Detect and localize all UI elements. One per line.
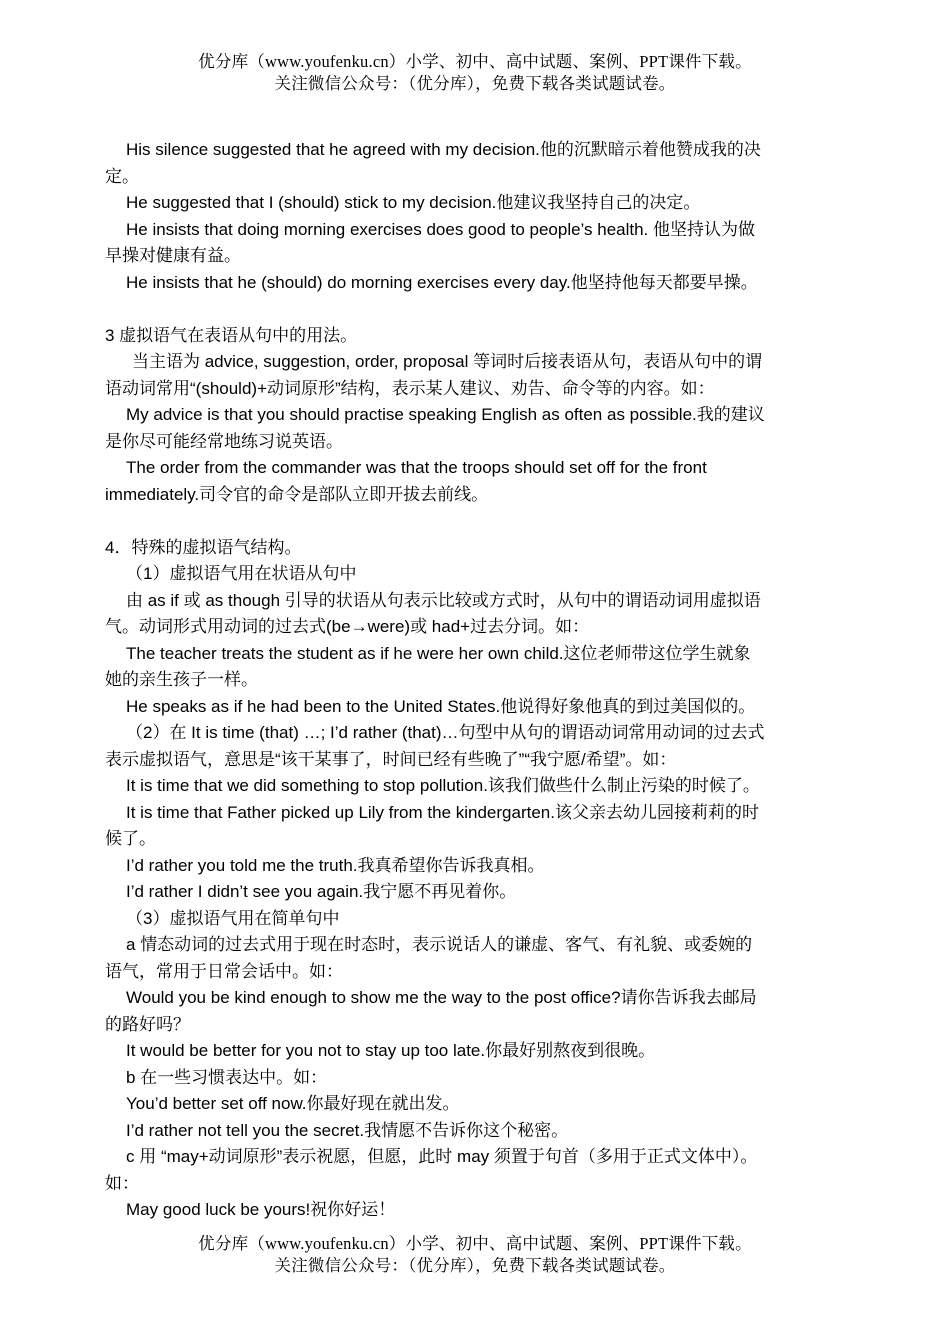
text-line: The order from the commander was that the troops should set off for the front xyxy=(126,458,707,477)
text-line: May good luck be yours!祝你好运！ xyxy=(126,1200,396,1219)
text-line: 气。动词形式用动词的过去式(be→were)或 had+过去分词。如： xyxy=(105,617,590,636)
page-header xyxy=(0,51,950,95)
text-line: 她的亲生孩子一样。 xyxy=(105,670,258,689)
text-line: immediately.司令官的命令是部队立即开拔去前线。 xyxy=(105,484,489,504)
subsection-heading: （1）虚拟语气用在状语从句中 xyxy=(126,564,357,583)
text-line: He speaks as if he had been to the United States.他说得好象他真的到过美国似的。 xyxy=(126,696,756,716)
text-line: c 用 “may+动词原形”表示祝愿，但愿，此时 may 须置于句首（多用于正式文体中）。 xyxy=(126,1147,758,1166)
footer-line-2: 关注微信公众号：（优分库），免费下载各类试题试卷。 xyxy=(274,1256,676,1275)
text-line: You’d better set off now.你最好现在就出发。 xyxy=(126,1094,460,1113)
subsection-heading: （2）在 It is time (that) …; I’d rather (that)…句型中从句的谓语动词常用动词的过去式 xyxy=(126,723,765,742)
text-line: The teacher treats the student as if he were her own child.这位老师带这位学生就象 xyxy=(126,643,751,663)
text-line: 语气，常用于日常会话中。如： xyxy=(105,961,343,981)
text-line: 由 as if 或 as though 引导的状语从句表示比较或方式时，从句中的谓语动词用虚拟语 xyxy=(126,590,761,610)
text-line: Would you be kind enough to show me the way to the post office?请你告诉我去邮局 xyxy=(126,988,757,1007)
text-line: He suggested that I (should) stick to my decision.他建议我坚持自己的决定。 xyxy=(126,193,701,212)
section-heading: 3 虚拟语气在表语从句中的用法。 xyxy=(105,325,358,345)
text-line: 候了。 xyxy=(105,829,156,848)
blank-line xyxy=(105,296,817,323)
text-line: He insists that doing morning exercises does good to people’s health. 他坚持认为做 xyxy=(126,219,756,239)
subsection-heading: （3）虚拟语气用在简单句中 xyxy=(126,908,340,928)
text-line: 定。 xyxy=(105,166,139,186)
text-line: I’d rather not tell you the secret.我情愿不告诉你这个秘密。 xyxy=(126,1120,569,1140)
blank-line xyxy=(105,508,817,535)
text-line: His silence suggested that he agreed with my decision.他的沉默暗示着他赞成我的决 xyxy=(126,140,761,159)
text-line: 早操对健康有益。 xyxy=(105,246,241,265)
text-line: He insists that he (should) do morning exercises every day.他坚持他每天都要早操。 xyxy=(126,272,758,292)
section-heading: 4．特殊的虚拟语气结构。 xyxy=(105,537,302,557)
header-line-1: 优分库（www.youfenku.cn）小学、初中、高中试题、案例、PPT课件下载。 xyxy=(198,52,752,71)
text-line: 语动词常用“(should)+动词原形”结构，表示某人建议、劝告、命令等的内容。如： xyxy=(105,378,715,398)
text-line: 表示虚拟语气，意思是“该干某事了，时间已经有些晚了”“我宁愿/希望”。如： xyxy=(105,749,677,769)
text-line: 的路好吗？ xyxy=(105,1014,190,1034)
document-body xyxy=(105,137,817,1224)
text-line: It is time that Father picked up Lily from the kindergarten.该父亲去幼儿园接莉莉的时 xyxy=(126,802,759,822)
text-line: My advice is that you should practise speaking English as often as possible.我的建议 xyxy=(126,405,765,424)
text-line: It is time that we did something to stop pollution.该我们做些什么制止污染的时候了。 xyxy=(126,776,760,795)
text-line: a 情态动词的过去式用于现在时态时，表示说话人的谦虚、客气、有礼貌、或委婉的 xyxy=(126,935,753,954)
text-line: I’d rather you told me the truth.我真希望你告诉我真相。 xyxy=(126,855,545,875)
text-line: 是你尽可能经常地练习说英语。 xyxy=(105,431,343,451)
text-line: 当主语为 advice, suggestion, order, proposal 等词时后接表语从句，表语从句中的谓 xyxy=(132,352,763,371)
header-line-2: 关注微信公众号：（优分库），免费下载各类试题试卷。 xyxy=(274,74,676,93)
text-line: 如： xyxy=(105,1173,139,1193)
text-line: b 在一些习惯表达中。如： xyxy=(126,1067,328,1087)
text-line: It would be better for you not to stay up too late.你最好别熬夜到很晚。 xyxy=(126,1041,656,1060)
page-footer xyxy=(0,1233,950,1277)
footer-line-1: 优分库（www.youfenku.cn）小学、初中、高中试题、案例、PPT课件下载。 xyxy=(198,1234,752,1253)
text-line: I’d rather I didn’t see you again.我宁愿不再见着你。 xyxy=(126,882,517,901)
